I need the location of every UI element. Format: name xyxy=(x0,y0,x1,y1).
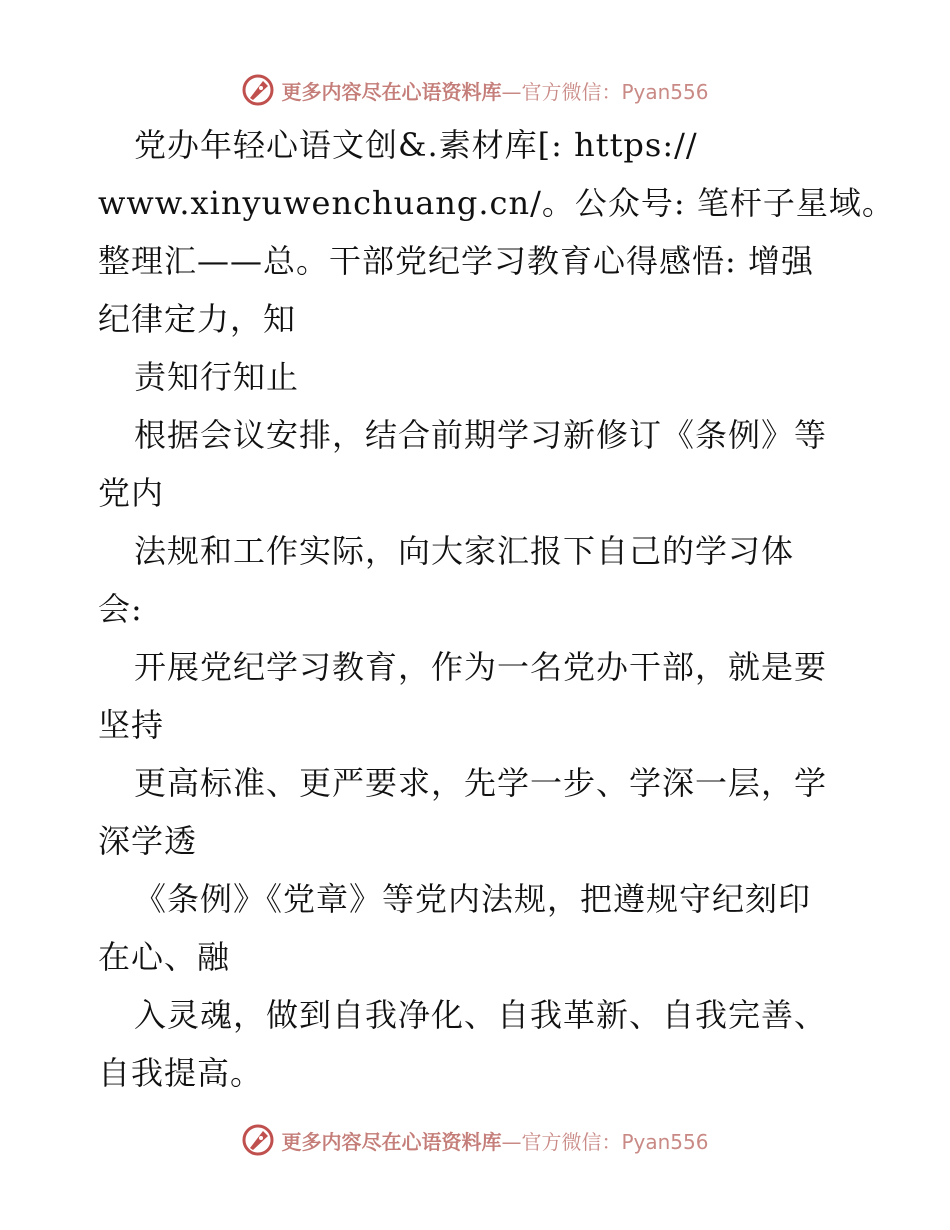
banner-separator: — xyxy=(501,1129,522,1154)
text-line: 更高标准、更严要求，先学一步、学深一层，学 xyxy=(134,764,828,802)
banner-separator: — xyxy=(501,79,522,104)
banner-main-text: 更多内容尽在心语资料库 xyxy=(281,1129,502,1154)
banner-caption xyxy=(281,1126,708,1155)
text-line: 会: xyxy=(98,590,143,628)
pen-nib-circle-logo-icon xyxy=(241,73,275,107)
document-body xyxy=(98,116,895,1102)
text-line: 整理汇——总。干部党纪学习教育心得感悟: 增强 xyxy=(98,242,814,280)
text-line: 责知行知止 xyxy=(134,358,300,396)
text-line: www.xinyuwenchuang.cn/。公众号: 笔杆子星域。 xyxy=(98,184,895,222)
banner-main-text: 更多内容尽在心语资料库 xyxy=(281,79,502,104)
text-line: 《条例》《党章》等党内法规，把遵规守纪刻印 xyxy=(134,880,812,918)
footer-banner xyxy=(0,1120,950,1160)
text-line: 党办年轻心语文创&.素材库[: https:// xyxy=(134,126,698,164)
banner-caption xyxy=(281,76,708,105)
pen-nib-circle-logo-icon xyxy=(241,1123,275,1157)
text-line: 入灵魂，做到自我净化、自我革新、自我完善、 xyxy=(134,996,828,1034)
header-banner xyxy=(0,70,950,110)
text-line: 在心、融 xyxy=(98,938,231,976)
text-line: 纪律定力，知 xyxy=(98,300,297,338)
text-line: 根据会议安排，结合前期学习新修订《条例》等 xyxy=(134,416,828,454)
text-line: 自我提高。 xyxy=(98,1054,264,1092)
text-line: 深学透 xyxy=(98,822,198,860)
banner-wechat-text: 官方微信：Pyan556 xyxy=(521,79,709,104)
text-line: 开展党纪学习教育，作为一名党办干部，就是要 xyxy=(134,648,828,686)
banner-wechat-text: 官方微信：Pyan556 xyxy=(521,1129,709,1154)
text-line: 坚持 xyxy=(98,706,165,744)
text-line: 法规和工作实际，向大家汇报下自己的学习体 xyxy=(134,532,795,570)
text-line: 党内 xyxy=(98,474,165,512)
